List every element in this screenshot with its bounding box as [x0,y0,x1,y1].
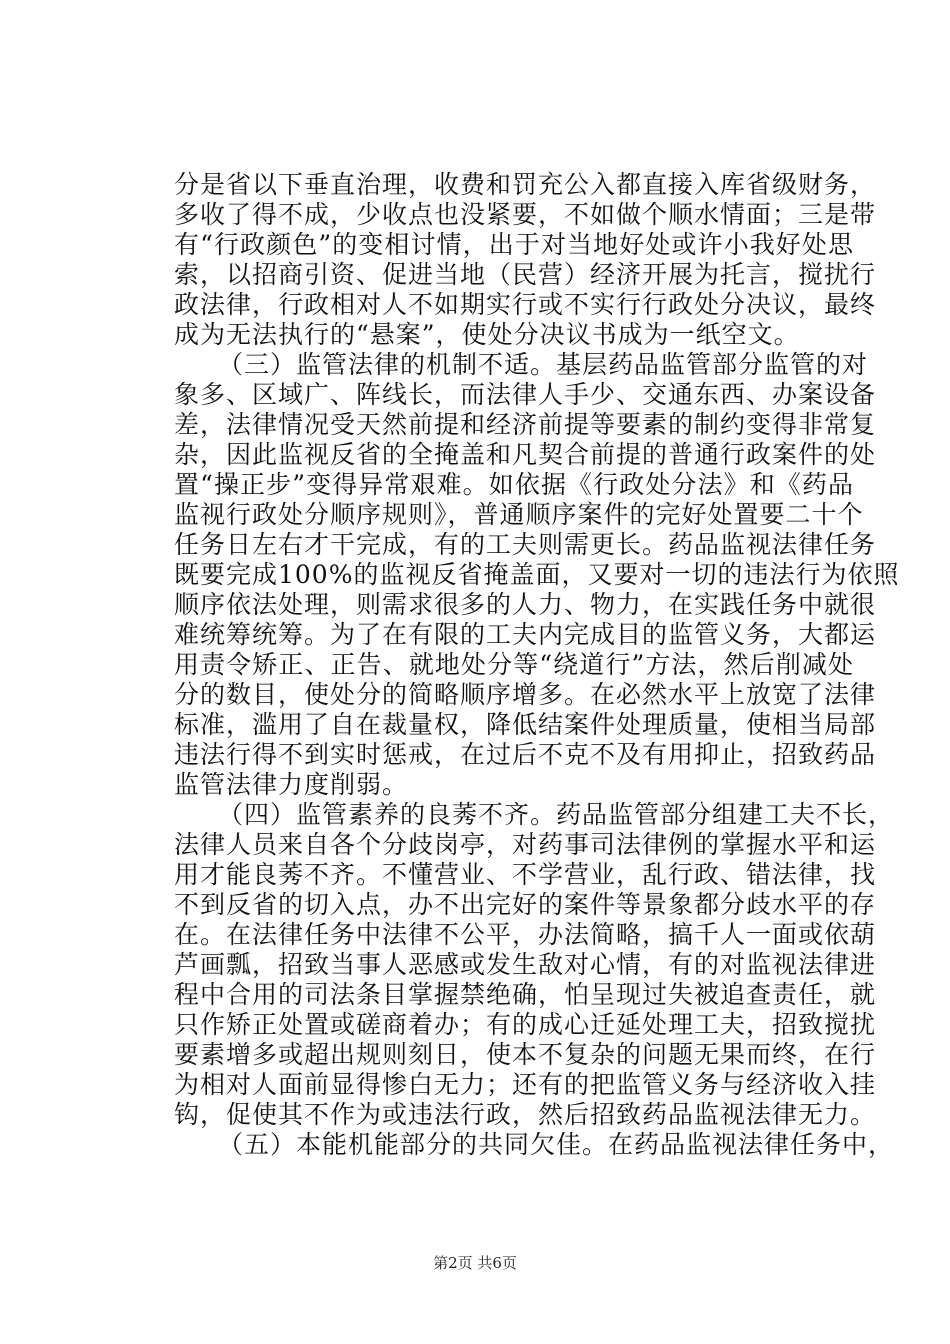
text-line: 任务日左右才干完成，有的工夫则需更长。药品监视法律任务 [174,530,877,559]
text-line: 置“操正步”变得异常艰难。如依据《行政处分法》和《药品 [174,470,854,499]
text-line: 钩，促使其不作为或违法行政，然后招致药品监视法律无力。 [174,1100,877,1129]
text-line: 用责令矫正、正告、就地处分等“绕道行”方法，然后削减处 [174,650,854,679]
text-line: 只作矫正处置或磋商着办；有的成心迁延处理工夫，招致搅扰 [174,1010,877,1039]
text-line: 政法律，行政相对人不如期实行或不实行行政处分决议，最终 [174,290,877,319]
page-footer: 第2页 共6页 [433,1254,517,1272]
text-line: 分是省以下垂直治理，收费和罚充公入都直接入库省级财务， [174,170,877,199]
text-line: 顺序依法处理，则需求很多的人力、物力，在实践任务中就很 [174,590,877,619]
text-line: 有“行政颜色”的变相讨情，出于对当地好处或许小我好处思 [174,230,854,259]
text-line: 监视行政处分顺序规则》，普通顺序案件的完好处置要二十个 [174,500,864,529]
text-line: 监管法律力度削弱。 [174,770,409,799]
text-line: 多收了得不成，少收点也没紧要，不如做个顺水情面；三是带 [174,200,877,229]
text-line: 分的数目，使处分的简略顺序增多。在必然水平上放宽了法律 [174,680,877,709]
text-line: 杂，因此监视反省的全掩盖和凡契合前提的普通行政案件的处 [174,440,877,469]
text-line: 要素增多或超出规则刻日，使本不复杂的问题无果而终，在行 [174,1040,877,1069]
text-line: 既要完成100%的监视反省掩盖面，又要对一切的违法行为依照 [174,560,900,589]
text-line: 法律人员来自各个分歧岗亭，对药事司法律例的掌握水平和运 [174,830,877,859]
text-line: 索，以招商引资、促进当地（民营）经济开展为托言，搅扰行 [174,260,877,289]
paragraph-first-line: （四）监管素养的良莠不齐。药品监管部分组建工夫不长， [218,800,895,829]
text-line: 程中合用的司法条目掌握禁绝确，怕呈现过失被追查责任，就 [174,980,877,1009]
paragraph-first-line: （三）监管法律的机制不适。基层药品监管部分监管的对 [218,350,869,379]
text-line: 成为无法执行的“悬案”，使处分决议书成为一纸空文。 [174,320,800,349]
text-line: 难统筹统筹。为了在有限的工夫内完成目的监管义务，大都运 [174,620,877,649]
text-line: 不到反省的切入点，办不出完好的案件等景象都分歧水平的存 [174,890,877,919]
text-line: 为相对人面前显得惨白无力；还有的把监管义务与经济收入挂 [174,1070,877,1099]
text-line: 差，法律情况受天然前提和经济前提等要素的制约变得非常复 [174,410,877,439]
paragraph-first-line: （五）本能机能部分的共同欠佳。在药品监视法律任务中， [218,1130,895,1159]
document-body [174,170,900,1160]
text-line: 在。在法律任务中法律不公平，办法简略，搞千人一面或依葫 [174,920,877,949]
text-line: 用才能良莠不齐。不懂营业、不学营业，乱行政、错法律，找 [174,860,877,889]
text-line: 违法行得不到实时惩戒，在过后不克不及有用抑止，招致药品 [174,740,877,769]
text-line: 标准，滥用了自在裁量权，降低结案件处理质量，使相当局部 [174,710,877,739]
text-line: 芦画瓢，招致当事人恶感或发生敌对心情，有的对监视法律进 [174,950,877,979]
text-line: 象多、区域广、阵线长，而法律人手少、交通东西、办案设备 [174,380,877,409]
